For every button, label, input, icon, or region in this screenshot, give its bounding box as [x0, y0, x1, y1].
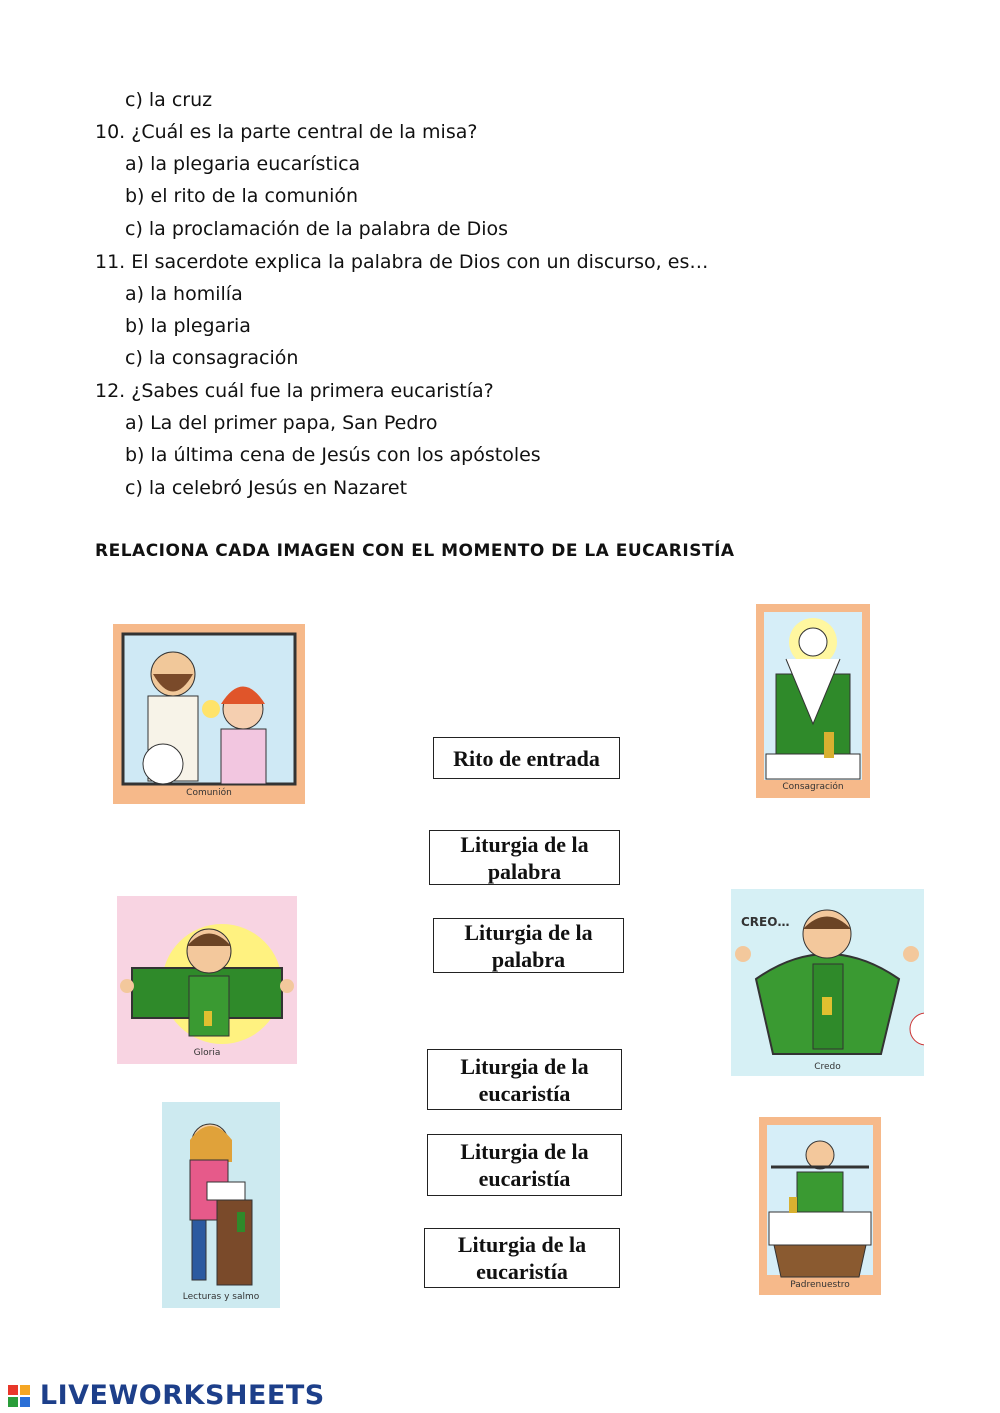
- caption-credo: Credo: [814, 1062, 841, 1072]
- question-11: 11. El sacerdote explica la palabra de Dios con un discurso, es…: [95, 251, 709, 273]
- answer-box-label-line2: palabra: [491, 946, 566, 972]
- answer-box-liturgia-eucaristia-2[interactable]: [427, 1134, 622, 1196]
- credo-speech: CREO…: [741, 915, 790, 929]
- answer-box-label-line2: palabra: [487, 858, 562, 884]
- option-11c: c) la consagración: [125, 347, 299, 369]
- logo-grid-icon: [8, 1385, 30, 1407]
- image-consagracion: [756, 604, 870, 798]
- answer-box-label-line2: eucaristía: [476, 1259, 568, 1284]
- option-10a: a) la plegaria eucarística: [125, 153, 361, 175]
- question-12: 12. ¿Sabes cuál fue la primera eucaristía?: [95, 380, 494, 402]
- option-10c: c) la proclamación de la palabra de Dios: [125, 218, 509, 240]
- answer-box-label-line1: Liturgia de la: [457, 1232, 587, 1257]
- logo-text: LIVEWORKSHEETS: [39, 1380, 325, 1411]
- option-12c: c) la celebró Jesús en Nazaret: [125, 477, 408, 499]
- answer-box-label: Rito de entrada: [453, 745, 600, 771]
- answer-box-label-line2: eucaristía: [478, 1166, 571, 1191]
- caption-consagracion: Consagración: [782, 782, 844, 792]
- answer-box-label-line2: eucaristía: [478, 1080, 571, 1106]
- caption-padrenuestro: Padrenuestro: [790, 1280, 850, 1290]
- image-credo: [731, 889, 924, 1076]
- answer-box-label-line1: Liturgia de la: [460, 1053, 589, 1079]
- option-12a: a) La del primer papa, San Pedro: [125, 412, 438, 434]
- caption-gloria: Gloria: [193, 1048, 221, 1058]
- image-lecturas: [162, 1102, 280, 1308]
- answer-box-label-line1: Liturgia de la: [464, 919, 593, 945]
- liveworksheets-logo[interactable]: [8, 1380, 325, 1411]
- caption-comunion: Comunión: [186, 788, 232, 798]
- image-comunion: [113, 624, 305, 804]
- gloria-illustration: [117, 896, 297, 1064]
- image-gloria: [117, 896, 297, 1064]
- comunion-illustration: [113, 624, 305, 804]
- option-12b: b) la última cena de Jesús con los apóstoles: [125, 444, 541, 466]
- padrenuestro-illustration: [759, 1117, 881, 1295]
- option-11a: a) la homilía: [125, 283, 243, 305]
- answer-box-liturgia-palabra-2[interactable]: [433, 918, 624, 973]
- answer-box-liturgia-eucaristia-3[interactable]: [424, 1228, 620, 1288]
- caption-lecturas: Lecturas y salmo: [182, 1292, 260, 1302]
- option-9c: c) la cruz: [125, 89, 213, 111]
- option-11b: b) la plegaria: [125, 315, 251, 337]
- consagracion-illustration: [756, 604, 870, 798]
- answer-box-liturgia-palabra-1[interactable]: [429, 830, 620, 885]
- answer-box-liturgia-eucaristia-1[interactable]: [427, 1049, 622, 1110]
- option-10b: b) el rito de la comunión: [125, 185, 359, 207]
- answer-box-rito-de-entrada[interactable]: [433, 737, 620, 779]
- question-10: 10. ¿Cuál es la parte central de la misa?: [95, 121, 478, 143]
- image-padrenuestro: [759, 1117, 881, 1295]
- section-heading: RELACIONA CADA IMAGEN CON EL MOMENTO DE LA EUCARISTÍA: [95, 541, 735, 561]
- answer-box-label-line1: Liturgia de la: [460, 831, 589, 857]
- lecturas-illustration: [162, 1102, 280, 1308]
- answer-box-label-line1: Liturgia de la: [460, 1139, 589, 1164]
